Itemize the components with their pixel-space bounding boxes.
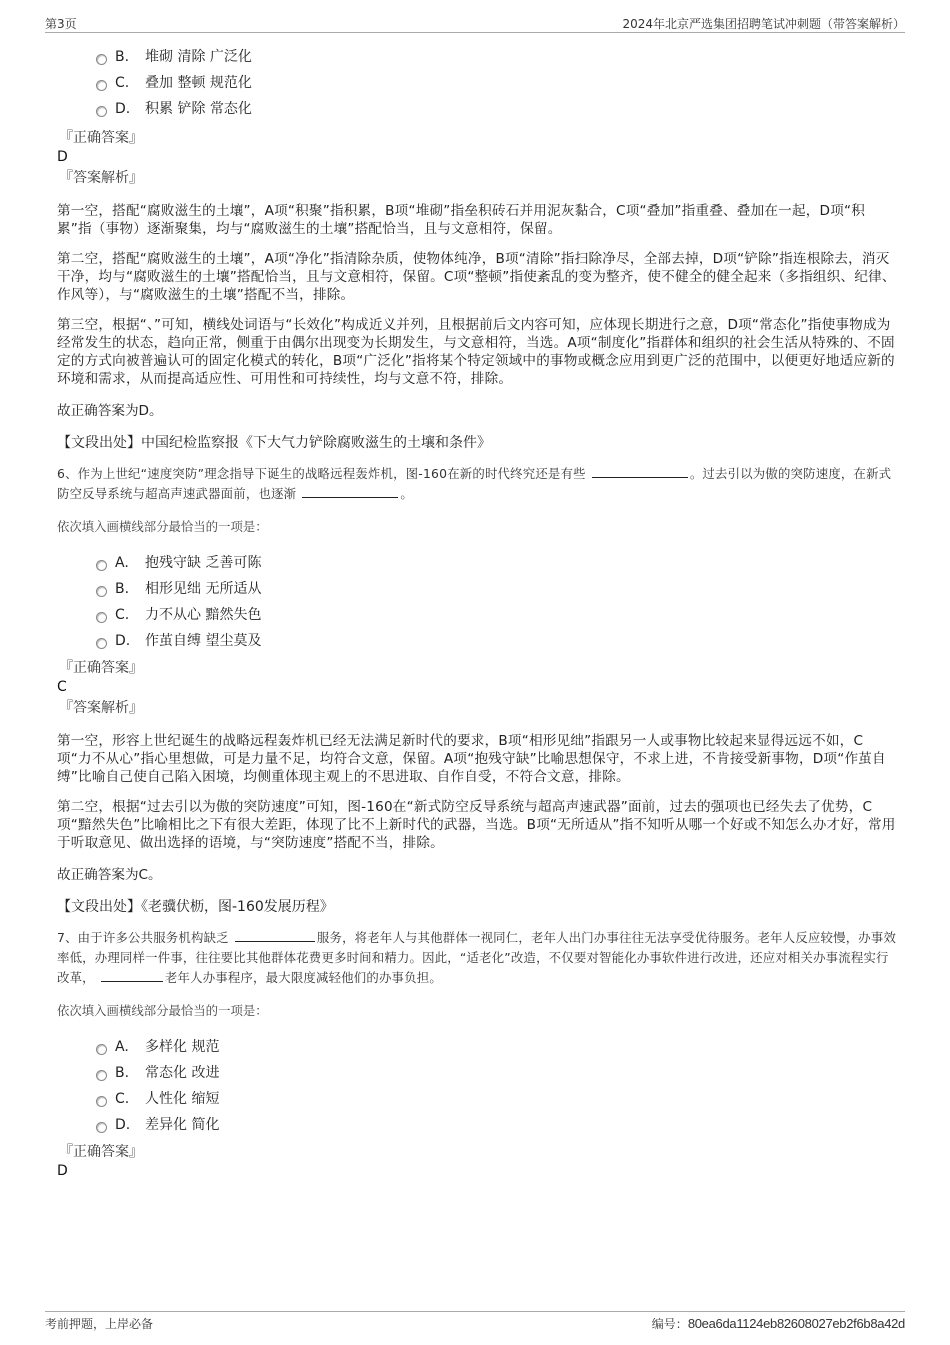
option-d[interactable] bbox=[57, 1112, 897, 1138]
option-c[interactable] bbox=[57, 1086, 897, 1112]
option-text: 力不从心 黯然失色 bbox=[145, 607, 262, 623]
option-c[interactable] bbox=[57, 602, 897, 628]
option-a[interactable] bbox=[57, 550, 897, 576]
document-title: 2024年北京严选集团招聘笔试冲刺题（带答案解析） bbox=[622, 17, 905, 31]
fill-blank bbox=[101, 968, 163, 982]
stem-text: 7、由于许多公共服务机构缺乏 bbox=[57, 930, 229, 945]
radio-icon[interactable] bbox=[96, 1122, 107, 1133]
option-letter: C. bbox=[115, 607, 130, 623]
correct-answer-label: 『正确答案』 bbox=[59, 1144, 143, 1160]
page-header bbox=[45, 14, 905, 33]
conclusion: 故正确答案为D。 bbox=[57, 403, 163, 419]
radio-icon[interactable] bbox=[96, 586, 107, 597]
option-letter: D. bbox=[115, 633, 131, 649]
question-7 bbox=[57, 928, 897, 1180]
option-text: 叠加 整顿 规范化 bbox=[145, 75, 252, 91]
correct-answer-label: 『正确答案』 bbox=[59, 130, 143, 146]
analysis-paragraph: 第二空，根据“过去引以为傲的突防速度”可知，图-160在“新式防空反导系统与超高声速武器”面前，过去的强项也已经失去了优势，C项“黯然失色”比喻相比之下有很大差距，体现了比不上新时代的武器，当选。B项“无所适从”指不知听从哪一个好或不知怎么办才好，常用于听取意见、做出选择的语境，与“突防速度”搭配不当，排除。 bbox=[57, 799, 896, 851]
code-value: 80ea6da1124eb82608027eb2f6b8a42d bbox=[687, 1316, 905, 1331]
question-stem bbox=[57, 464, 897, 504]
question-5 bbox=[57, 44, 897, 452]
analysis-label: 『答案解析』 bbox=[59, 170, 143, 186]
option-letter: A. bbox=[115, 1039, 129, 1055]
analysis-paragraph: 第二空，搭配“腐败滋生的土壤”，A项“净化”指清除杂质，使物体纯净，B项“清除”指扫除净尽，全部去掉，D项“铲除”指连根除去，消灭干净，均与“腐败滋生的土壤”搭配恰当，且与文意相符，保留。C项“整顿”指使紊乱的变为整齐，使不健全的健全起来（多指组织、纪律、作风等），与“腐败滋生的土壤”搭配不当，排除。 bbox=[57, 251, 896, 303]
option-text: 积累 铲除 常态化 bbox=[145, 101, 252, 117]
source-citation: 【文段出处】《老骥伏枥，图-160发展历程》 bbox=[57, 899, 334, 915]
option-text: 差异化 简化 bbox=[145, 1117, 220, 1133]
question-stem bbox=[57, 928, 897, 988]
option-letter: B. bbox=[115, 581, 130, 597]
page-number: 第3页 bbox=[45, 17, 77, 31]
stem-text: 。过去引以为傲的突防速度，在新式防空反导系统与超高声速武器面前，也逐渐 bbox=[57, 466, 892, 501]
option-text: 多样化 规范 bbox=[145, 1039, 220, 1055]
option-b[interactable] bbox=[57, 1060, 897, 1086]
option-letter: D. bbox=[115, 101, 131, 117]
radio-icon[interactable] bbox=[96, 638, 107, 649]
question-6 bbox=[57, 464, 897, 916]
radio-icon[interactable] bbox=[96, 612, 107, 623]
option-b[interactable] bbox=[57, 44, 897, 70]
fill-blank bbox=[235, 928, 315, 942]
option-d[interactable] bbox=[57, 96, 897, 122]
option-text: 作茧自缚 望尘莫及 bbox=[145, 633, 262, 649]
correct-answer-label: 『正确答案』 bbox=[59, 660, 143, 676]
conclusion: 故正确答案为C。 bbox=[57, 867, 162, 883]
radio-icon[interactable] bbox=[96, 1070, 107, 1081]
radio-icon[interactable] bbox=[96, 560, 107, 571]
radio-icon[interactable] bbox=[96, 80, 107, 91]
option-letter: D. bbox=[115, 1117, 131, 1133]
code-label: 编号： bbox=[651, 1317, 688, 1331]
stem-text: 。 bbox=[400, 486, 413, 501]
analysis-paragraph: 第一空，搭配“腐败滋生的土壤”，A项“积聚”指积累，B项“堆砌”指垒积砖石并用泥灰黏合，C项“叠加”指重叠、叠加在一起，D项“积累”指（事物）逐渐聚集，均与“腐败滋生的土壤”搭配恰当，且与文意相符，保留。 bbox=[57, 203, 866, 237]
option-text: 相形见绌 无所适从 bbox=[145, 581, 262, 597]
footer-slogan: 考前押题，上岸必备 bbox=[45, 1317, 154, 1331]
fill-blank bbox=[302, 484, 398, 498]
option-a[interactable] bbox=[57, 1034, 897, 1060]
option-c[interactable] bbox=[57, 70, 897, 96]
radio-icon[interactable] bbox=[96, 106, 107, 117]
option-text: 堆砌 清除 广泛化 bbox=[145, 49, 252, 65]
option-text: 常态化 改进 bbox=[145, 1065, 220, 1081]
option-letter: C. bbox=[115, 75, 130, 91]
question-prompt: 依次填入画横线部分最恰当的一项是： bbox=[57, 519, 268, 534]
option-d[interactable] bbox=[57, 628, 897, 654]
option-text: 人性化 缩短 bbox=[145, 1091, 220, 1107]
page-footer bbox=[45, 1311, 905, 1331]
option-letter: B. bbox=[115, 1065, 130, 1081]
option-letter: C. bbox=[115, 1091, 130, 1107]
option-letter: A. bbox=[115, 555, 129, 571]
radio-icon[interactable] bbox=[96, 1044, 107, 1055]
analysis-label: 『答案解析』 bbox=[59, 700, 143, 716]
option-letter: B. bbox=[115, 49, 130, 65]
option-text: 抱残守缺 乏善可陈 bbox=[145, 555, 262, 571]
question-prompt: 依次填入画横线部分最恰当的一项是： bbox=[57, 1003, 268, 1018]
correct-answer: C bbox=[57, 679, 67, 695]
document-code bbox=[652, 1315, 905, 1332]
stem-text: 服务，将老年人与其他群体一视同仁，老年人出门办事往往无法享受优待服务。老年人反应较慢，办事效率低，办理同样一件事，往往要比其他群体花费更多时间和精力。因此，“适老化”改造，不仅要对智能化办事软件进行改进，还应对相关办事流程实行改革， bbox=[57, 930, 897, 985]
stem-text: 老年人办事程序，最大限度减轻他们的办事负担。 bbox=[164, 970, 442, 985]
analysis-paragraph: 第一空，形容上世纪诞生的战略远程轰炸机已经无法满足新时代的要求，B项“相形见绌”指跟另一人或事物比较起来显得远远不如，C项“力不从心”指心里想做，可是力量不足，均符合文意，保留。A项“抱残守缺”比喻思想保守，不求上进，不肯接受新事物，D项“作茧自缚”比喻自己使自己陷入困境，均侧重体现主观上的不思进取、自作自受，不符合文意，排除。 bbox=[57, 733, 886, 785]
options-list bbox=[57, 1034, 897, 1138]
fill-blank bbox=[592, 464, 688, 478]
stem-text: 6、作为上世纪“速度突防”理念指导下诞生的战略远程轰炸机，图-160在新的时代终究还是有些 bbox=[57, 466, 586, 481]
correct-answer: D bbox=[57, 1163, 68, 1179]
source-citation: 【文段出处】中国纪检监察报《下大气力铲除腐败滋生的土壤和条件》 bbox=[57, 435, 491, 451]
correct-answer: D bbox=[57, 149, 68, 165]
radio-icon[interactable] bbox=[96, 54, 107, 65]
analysis-paragraph: 第三空，根据“、”可知，横线处词语与“长效化”构成近义并列，且根据前后文内容可知，应体现长期进行之意，D项“常态化”指使事物成为经常发生的状态，趋向正常，侧重于由偶尔出现变为长期发生，与文意相符，当选。A项“制度化”指群体和组织的社会生活从特殊的、不固定的方式向被普遍认可的固定化模式的转化，B项“广泛化”指将某个特定领域中的事物或概念应用到更广泛的范围中，以便更好地适应新的环境和需求，从而提高适应性、可用性和可持续性，均与文意不符，排除。 bbox=[57, 317, 895, 387]
radio-icon[interactable] bbox=[96, 1096, 107, 1107]
page-content bbox=[57, 44, 897, 1180]
option-b[interactable] bbox=[57, 576, 897, 602]
options-list bbox=[57, 550, 897, 654]
